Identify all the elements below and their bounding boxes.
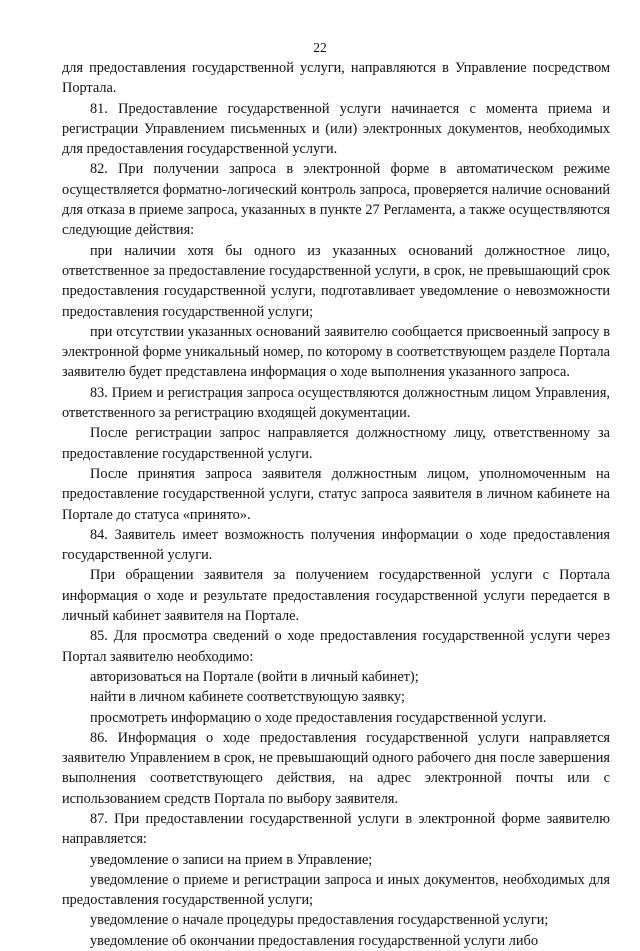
paragraph-87-item-4: уведомление об окончании предоставления государственной услуги либо bbox=[90, 932, 538, 949]
paragraph-87-item-1: уведомление о записи на прием в Управление; bbox=[90, 851, 373, 868]
paragraph-82: 82. При получении запроса в электронной форме в автоматическом режиме осуществляется форматно-логический контроль запроса, проверяется наличие оснований для отказа в приеме запроса, указанных в пункте 27 Регламента, а также осуществляются следующие действия: bbox=[62, 161, 610, 239]
paragraph-continuation: для предоставления государственной услуги, направляются в Управление посредством Портала. bbox=[62, 60, 610, 97]
paragraph-87-item-3: уведомление о начале процедуры предоставления государственной услуги; bbox=[90, 912, 549, 929]
paragraph-85-item-2: найти в личном кабинете соответствующую заявку; bbox=[90, 689, 405, 706]
page-number: 22 bbox=[313, 40, 327, 55]
paragraph-83-status: После принятия запроса заявителя должностным лицом, уполномоченным на предоставление государственной услуги, статус запроса заявителя в личном кабинете на Портале до статуса «принято». bbox=[62, 465, 610, 523]
paragraph-84-portal: При обращении заявителя за получением государственной услуги с Портала информация о ходе и результате предоставления государственной услуги передается в личный кабинет заявителя на Портале. bbox=[62, 567, 610, 625]
paragraph-83: 83. Прием и регистрация запроса осуществляются должностным лицом Управления, ответственного за регистрацию входящей документации. bbox=[62, 384, 610, 422]
paragraph-86: 86. Информация о ходе предоставления государственной услуги направляется заявителю Управлением в срок, не превышающий одного рабочего дня после завершения выполнения соответствующего действия, на адрес электронной почты или с использованием средств Портала по выбору заявителя. bbox=[62, 729, 610, 807]
paragraph-82-item-2: при отсутствии указанных оснований заявителю сообщается присвоенный запросу в электронной форме уникальный номер, по которому в соответствующем разделе Портала заявителю будет представлена информация о ходе выполнения указанного запроса. bbox=[62, 323, 610, 381]
paragraph-83-registration: После регистрации запрос направляется должностному лицу, ответственному за предоставление государственной услуги. bbox=[62, 425, 610, 462]
paragraph-87: 87. При предоставлении государственной услуги в электронной форме заявителю направляется: bbox=[62, 810, 610, 848]
paragraph-84: 84. Заявитель имеет возможность получения информации о ходе предоставления государственной услуги. bbox=[62, 526, 610, 564]
paragraph-81: 81. Предоставление государственной услуги начинается с момента приема и регистрации Управлением письменных и (или) электронных документов, необходимых для предоставления государственной услуги. bbox=[62, 100, 610, 158]
paragraph-82-item-1: при наличии хотя бы одного из указанных оснований должностное лицо, ответственное за предоставление государственной услуги, в срок, не превышающий срок предоставления государственной услуги, подготавливает уведомление о невозможности предоставления государственной услуги; bbox=[62, 242, 610, 320]
paragraph-85: 85. Для просмотра сведений о ходе предоставления государственной услуги через Портал заявителю необходимо: bbox=[62, 628, 610, 665]
paragraph-85-item-1: авторизоваться на Портале (войти в личный кабинет); bbox=[90, 668, 419, 685]
document-body bbox=[62, 58, 610, 951]
paragraph-85-item-3: просмотреть информацию о ходе предоставления государственной услуги. bbox=[90, 709, 547, 726]
paragraph-87-item-2: уведомление о приеме и регистрации запроса и иных документов, необходимых для предоставления государственной услуги; bbox=[62, 871, 610, 909]
